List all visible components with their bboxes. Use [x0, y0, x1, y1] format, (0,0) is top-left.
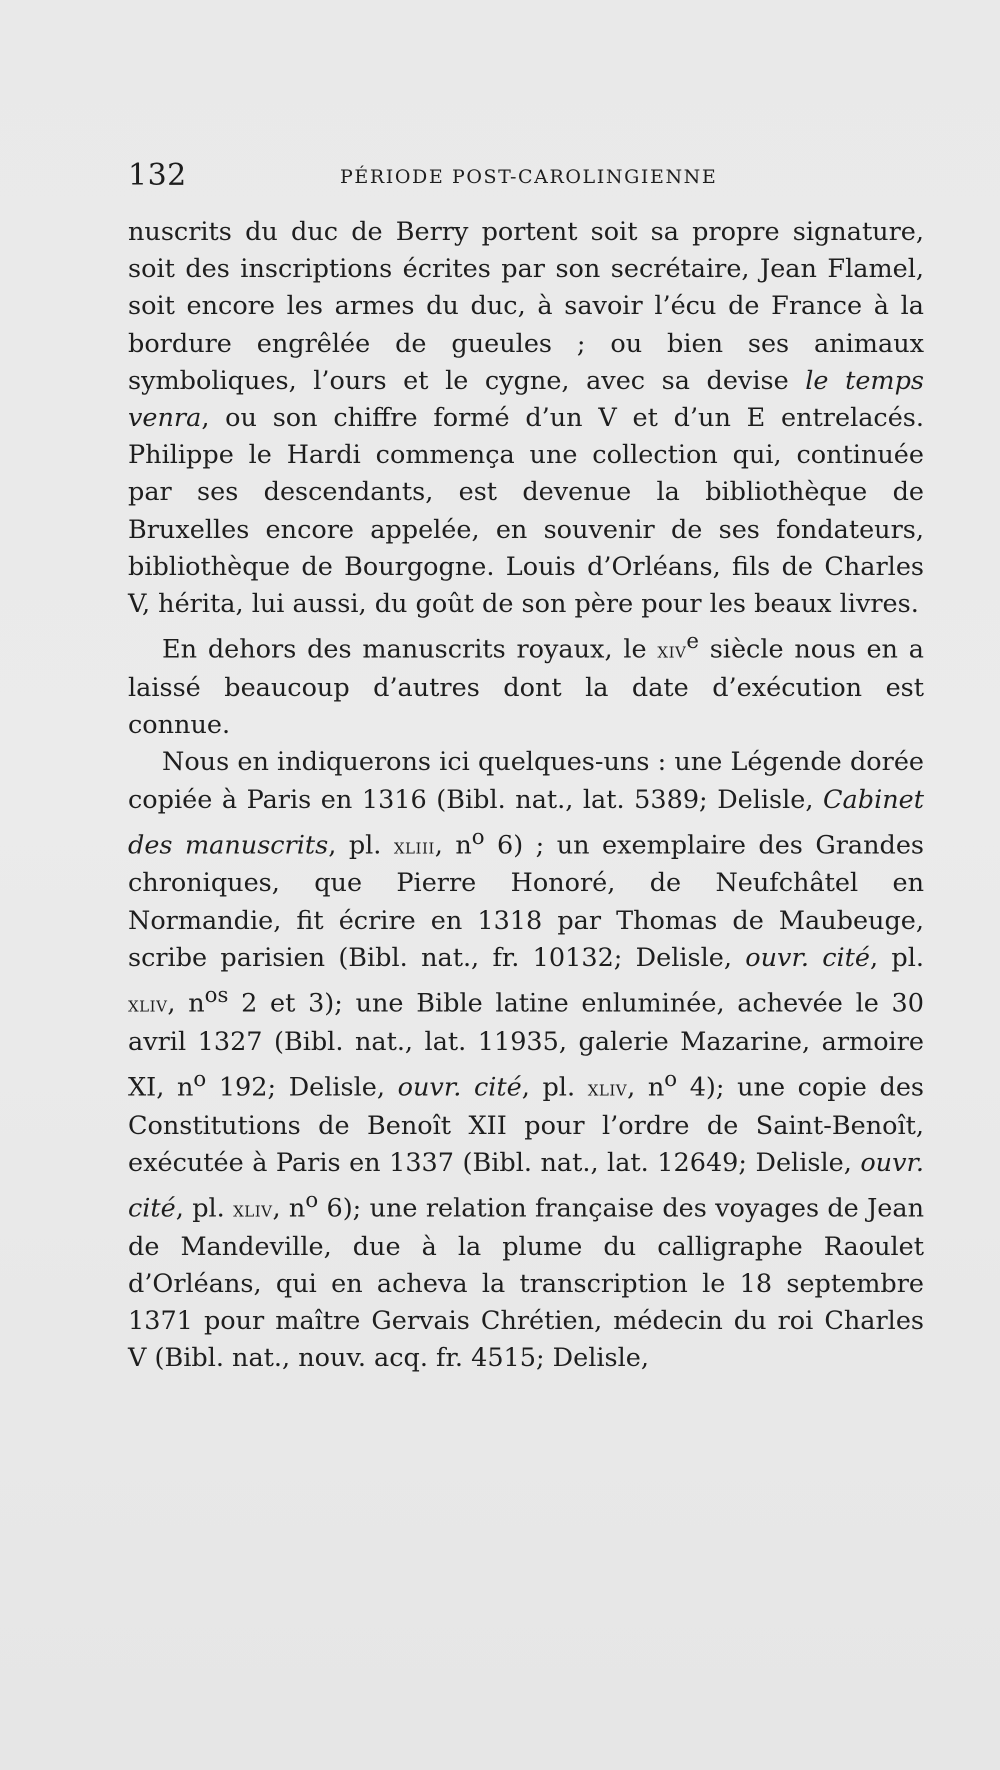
- text-run: En dehors des manuscrits royaux, le: [162, 634, 658, 665]
- plate-numeral: xliv: [233, 1197, 273, 1222]
- italic-citation: Cabinet des manuscrits: [128, 784, 924, 861]
- text-run: 4); une copie des Constitutions de Benoît XII pour l’ordre de Saint-Benoît, exécutée à Paris en 1337 (Bibl. nat., lat. 12649; Delisle,: [128, 1072, 925, 1178]
- text-run: 6); une relation française des voyages de Jean de Mandeville, due à la plume du calligraphe Raoulet d’Orléans, qui en acheva la transcription le 18 septembre 1371 pour maître Gervais Chrétien, médecin du roi Charles V (Bibl. nat., nouv. acq. fr. 4515; Delisle,: [128, 1193, 925, 1374]
- text-run: siècle nous en a laissé beaucoup d’autres dont la date d’exécution est connue.: [128, 634, 924, 741]
- text-run: 2 et 3); une Bible latine enluminée, achevée le 30 avril 1327 (Bibl. nat., lat. 11935, galerie Mazarine, armoire XI, n: [128, 988, 924, 1103]
- text-run: nuscrits du duc de Berry portent soit sa propre signature, soit des inscriptions écrites par son secrétaire, Jean Flamel, soit encore les armes du duc, à savoir l’écu de France à la bordure engrêlée de gueules ; ou bien ses animaux symboliques, l’ours et le cygne, avec sa devise: [128, 217, 924, 396]
- body-text: [128, 214, 924, 1378]
- plate-numeral: xliv: [128, 992, 168, 1017]
- century-numeral: xiv: [657, 638, 687, 663]
- italic-citation: ouvr. cité: [397, 1072, 522, 1103]
- text-run: , pl.: [175, 1193, 234, 1224]
- text-run: , pl.: [521, 1072, 588, 1103]
- italic-citation: ouvr. cité: [128, 1147, 924, 1224]
- italic-devise: le temps venra: [128, 365, 924, 434]
- text-run: 6) ; un exemplaire des Grandes chroniques, que Pierre Honoré, de Neufchâtel en Normandie, fit écrire en 1318 par Thomas de Maubeuge, scribe parisien (Bibl. nat., fr. 10132; Delisle,: [128, 830, 925, 973]
- text-run: , ou son chiffre formé d’un V et d’un E entrelacés. Philippe le Hardi commença une collection qui, continuée par ses descendants, est devenue la bibliothèque de Bruxelles encore appelée, en souvenir de ses fondateurs, bibliothèque de Bourgogne. Louis d’Orléans, fils de Charles V, hérita, lui aussi, du goût de son père pour les beaux livres.: [128, 403, 924, 620]
- text-run: , pl.: [870, 942, 925, 973]
- text-run: Nous en indiquerons ici quelques-uns : une Légende dorée copiée à Paris en 1316 (Bibl. nat., lat. 5389; Delisle,: [128, 747, 924, 815]
- plate-numeral: xliii: [393, 834, 435, 859]
- paragraph-3: [128, 744, 924, 1377]
- superscript: o: [664, 1066, 678, 1092]
- running-head: [128, 158, 924, 198]
- superscript: os: [204, 983, 229, 1009]
- superscript: e: [686, 629, 699, 655]
- italic-citation: ouvr. cité: [745, 942, 871, 973]
- plate-numeral: xliv: [587, 1076, 628, 1101]
- text-run: 192; Delisle,: [206, 1072, 398, 1103]
- text-run: , n: [167, 988, 205, 1019]
- superscript: o: [471, 824, 485, 850]
- text-run: , n: [627, 1072, 665, 1103]
- running-title: PÉRIODE POST-CAROLINGIENNE: [340, 166, 718, 188]
- paragraph-2: [128, 623, 924, 744]
- paragraph-1: [128, 214, 924, 623]
- superscript: o: [305, 1188, 319, 1214]
- text-run: , pl.: [328, 830, 394, 861]
- page-number: 132: [128, 158, 187, 193]
- superscript: o: [193, 1066, 207, 1092]
- text-run: , n: [434, 830, 472, 861]
- text-run: , n: [272, 1193, 306, 1224]
